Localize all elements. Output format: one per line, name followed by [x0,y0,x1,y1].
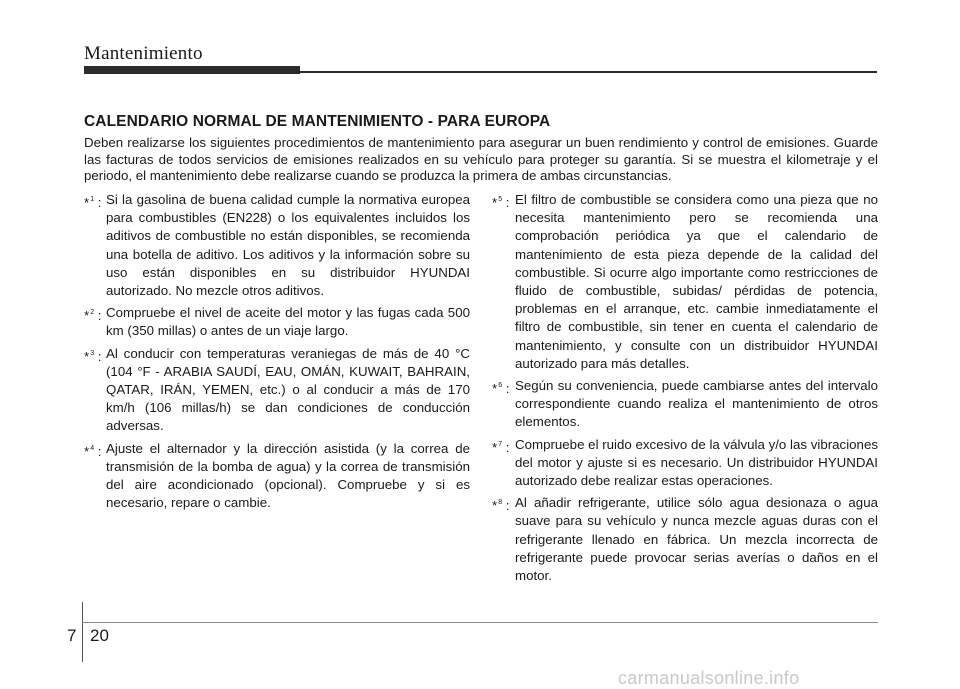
footnote-text: Según su conveniencia, puede cambiarse antes del intervalo correspondiente cuando realiza el mantenimiento de otros elementos. [515,378,878,430]
footnote [492,494,878,585]
footnote [84,345,470,436]
footnote [492,191,878,373]
header-bar-thick [84,66,300,74]
footnote-text: Al conducir con temperaturas veraniegas de más de 40 °C (104 °F - ARABIA SAUDÍ, EAU, OMÁN, KUWAIT, BAHRAIN, QATAR, IRÁN, YEMEN, etc.) o al conducir a más de 170 km/h (106 millas/h) se dan condiciones de conducción adversas. [106,345,470,434]
footnote-marker: *$^8$ : [492,498,510,514]
page-divider [82,602,83,662]
notes-right-column [492,191,878,589]
footnote-text: El filtro de combustible se considera como una pieza que no necesita mantenimiento pero se recomienda una comprobación periódica ya que el calendario de mantenimiento de esta pieza depende de la calidad del combustible. Si ocurre algo importante como restricciones de fluido de combustible, subidas/ pérdidas de potencia, problemas en el arranque, etc. cambie inmediatamente el filtro de combustible, sin tener en cuenta el calendario de mantenimiento, y consulte con un distribuidor HYUNDAI autorizado para más detalles. [515,192,878,371]
footnote [492,436,878,491]
footnote [84,191,470,300]
chapter-title: Mantenimiento [84,43,203,64]
chapter-number: 7 [67,626,77,645]
footnote-text: Compruebe el nivel de aceite del motor y las fugas cada 500 km (350 millas) o antes de un viaje largo. [106,305,470,339]
footnote-text: Compruebe el ruido excesivo de la válvula y/o las vibraciones del motor y ajuste si es necesario. Un distribuidor HYUNDAI autorizado debe realizar estas operaciones. [515,436,878,489]
page-footer-line [82,622,878,623]
footnote [84,440,470,513]
footnote-text: Si la gasolina de buena calidad cumple la normativa europea para combustibles (EN228) o los equivalentes incluidos los aditivos de combustible no están disponibles, se recomienda una botella de aditivo. Los aditivos y la información sobre su uso están disponibles en su distribuidor HYUNDAI autorizado. No mezcle otros aditivos. [106,192,470,299]
footnote-marker: *$^5$ : [492,195,510,210]
footnote-text: Ajuste el alternador y la dirección asistida (y la correa de transmisión de la bomba de agua) y la correa de transmisión del aire acondicionado (opcional). Compruebe y si es necesario, repare o cambie. [106,440,470,511]
notes-left-column [84,191,470,516]
footnote-marker: *$^4$ : [84,443,102,459]
footnote [84,304,470,340]
footnote-marker: *$^3$ : [84,348,102,364]
page-number: 20 [90,626,109,645]
footnote-text: Al añadir refrigerante, utilice sólo agua desionaza o agua suave para su vehículo y nunca mezcle aguas duras con el refrigerante llenado en fábrica. Un mezcla incorrecta de refrigerante puede provocar serias averías o daños en el motor. [515,495,878,584]
header-bar-thin [300,71,877,73]
footnote-marker: *$^2$ : [84,308,102,324]
watermark: carmanualsonline.info [618,668,800,688]
footnote-marker: *$^6$ : [492,381,510,397]
footnote-marker: *$^1$ : [84,195,102,210]
section-heading: CALENDARIO NORMAL DE MANTENIMIENTO - PARA EUROPA [84,113,551,130]
footnote-marker: *$^7$ : [492,439,510,455]
footnote [492,377,878,432]
intro-paragraph: Deben realizarse los siguientes procedimientos de mantenimiento para asegurar un buen rendimiento y control de emisiones. Guarde las facturas de todos servicios de emisiones realizados en su vehículo para proteger su garantía. Si se muestra el kilometraje y el periodo, el mantenimiento debe realizarse cuando se produzca la primera de ambas circunstancias. [84,135,878,184]
